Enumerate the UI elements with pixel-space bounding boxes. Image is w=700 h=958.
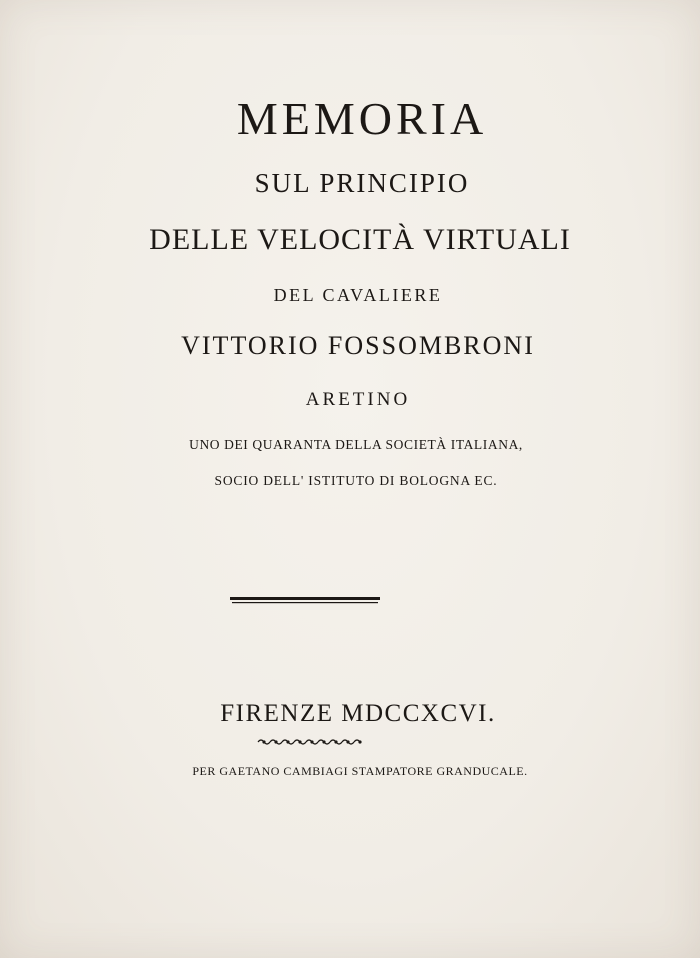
- author-name: VITTORIO FOSSOMBRONI: [181, 331, 535, 360]
- author-credentials-line-1: UNO DEI QUARANTA DELLA SOCIETÀ ITALIANA,: [189, 437, 523, 452]
- author-origin: ARETINO: [305, 389, 411, 410]
- subtitle-line-1: SUL PRINCIPIO: [254, 168, 470, 198]
- subtitle-line-2: DELLE VELOCITÀ VIRTUALI: [149, 223, 571, 256]
- author-prefix: DEL CAVALIERE: [273, 285, 443, 305]
- author-credentials-line-2: SOCIO DELL' ISTITUTO DI BOLOGNA EC.: [214, 473, 498, 488]
- imprint-printer: PER GAETANO CAMBIAGI STAMPATORE GRANDUCALE.: [192, 764, 528, 778]
- double-rule-divider: [230, 596, 380, 606]
- imprint-place-date: FIRENZE MDCCXCVI.: [220, 700, 496, 727]
- book-title: MEMORIA: [236, 93, 488, 144]
- ornamental-rule: [256, 737, 364, 747]
